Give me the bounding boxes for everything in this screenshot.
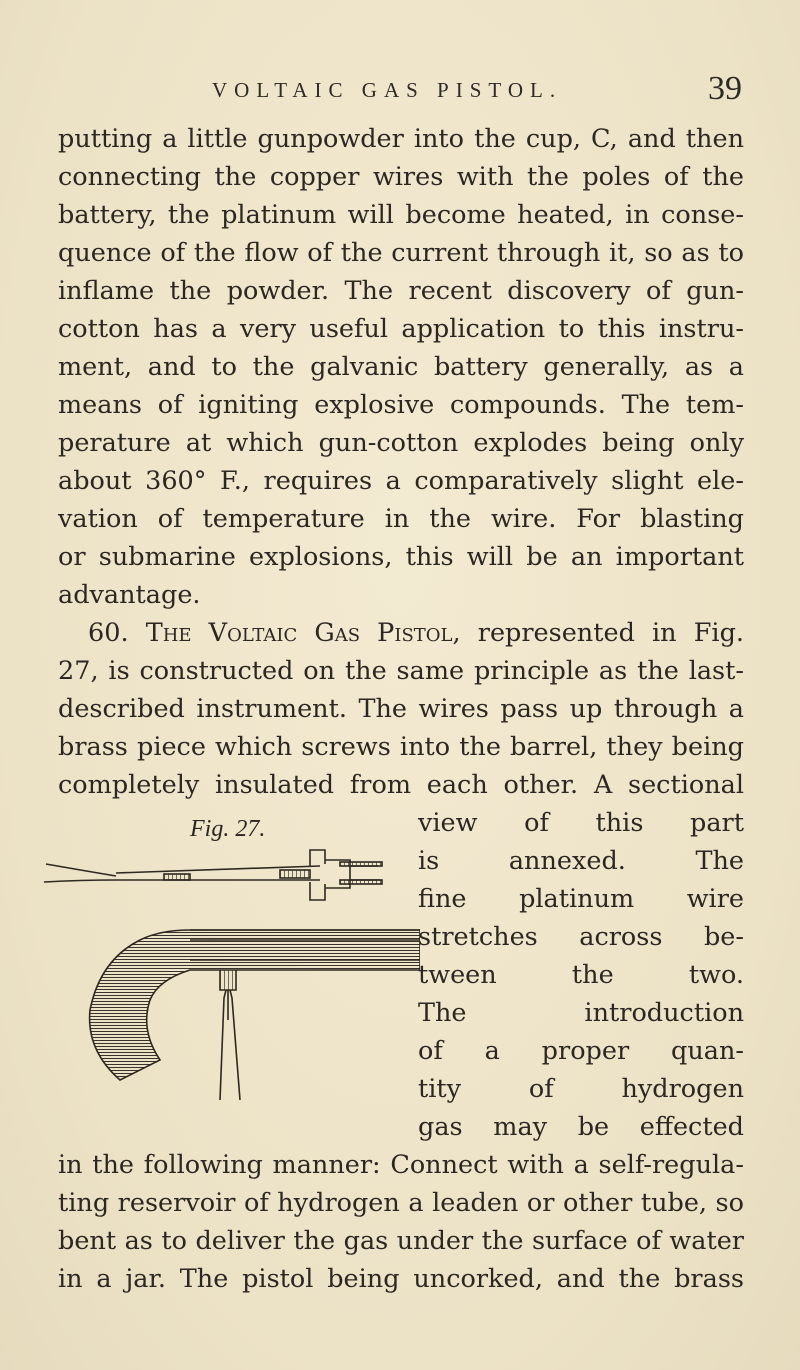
body-line: ment, and to the galvanic battery generally, as a [58,352,744,382]
sectional-view [44,850,382,900]
body-line: in the following manner: Connect with a self-regula- [58,1150,744,1180]
body-line: means of igniting explosive compounds. The tem- [58,390,744,420]
body-line: bent as to deliver the gas under the surface of water [58,1226,744,1256]
side-line: tween the two. [418,960,744,990]
page-number: 39 [708,70,742,107]
side-line: is annexed. The [418,846,744,876]
body-line: battery, the platinum will become heated, in conse- [58,200,744,230]
body-line: about 360° F., requires a comparatively slight ele- [58,466,744,496]
side-line: gas may be effected [418,1112,744,1142]
body-line: vation of temperature in the wire. For blasting [58,504,744,534]
body-line: brass piece which screws into the barrel, they being [58,732,744,762]
body-line: described instrument. The wires pass up through a [58,694,744,724]
running-head [0,72,800,112]
body-line: in a jar. The pistol being uncorked, and the brass [58,1264,744,1294]
pistol-illustration [40,820,420,1120]
body-line: putting a little gunpowder into the cup, C, and then [58,124,744,154]
side-line: tity of hydrogen [418,1074,744,1104]
side-line: The introduction [418,998,744,1028]
section-line-start: represented in Fig. [477,618,745,648]
body-line: ting reservoir of hydrogen a leaden or other tube, so [58,1188,744,1218]
figure-caption: Fig. 27. [190,816,266,842]
body-line: connecting the copper wires with the poles of the [58,162,744,192]
side-line: view of this part [418,808,744,838]
pistol-body [90,930,420,1100]
body-line: completely insulated from each other. A sectional [58,770,744,800]
side-line: fine platinum wire [418,884,744,914]
body-line: perature at which gun-cotton explodes being only [58,428,744,458]
section-heading: The Voltaic Gas Pistol, [145,618,461,648]
side-line: stretches across be- [418,922,744,952]
side-line: of a proper quan- [418,1036,744,1066]
section-first-line [88,614,744,652]
body-line: 27, is constructed on the same principle as the last- [58,656,744,686]
body-line: or submarine explosions, this will be an important [58,542,744,572]
body-line: quence of the flow of the current through it, so as to [58,238,744,268]
section-number: 60. [88,618,129,648]
body-line: advantage. [58,580,201,610]
body-line: cotton has a very useful application to this instru- [58,314,744,344]
running-title: VOLTAIC GAS PISTOL. [212,78,563,102]
body-line: inflame the powder. The recent discovery of gun- [58,276,744,306]
